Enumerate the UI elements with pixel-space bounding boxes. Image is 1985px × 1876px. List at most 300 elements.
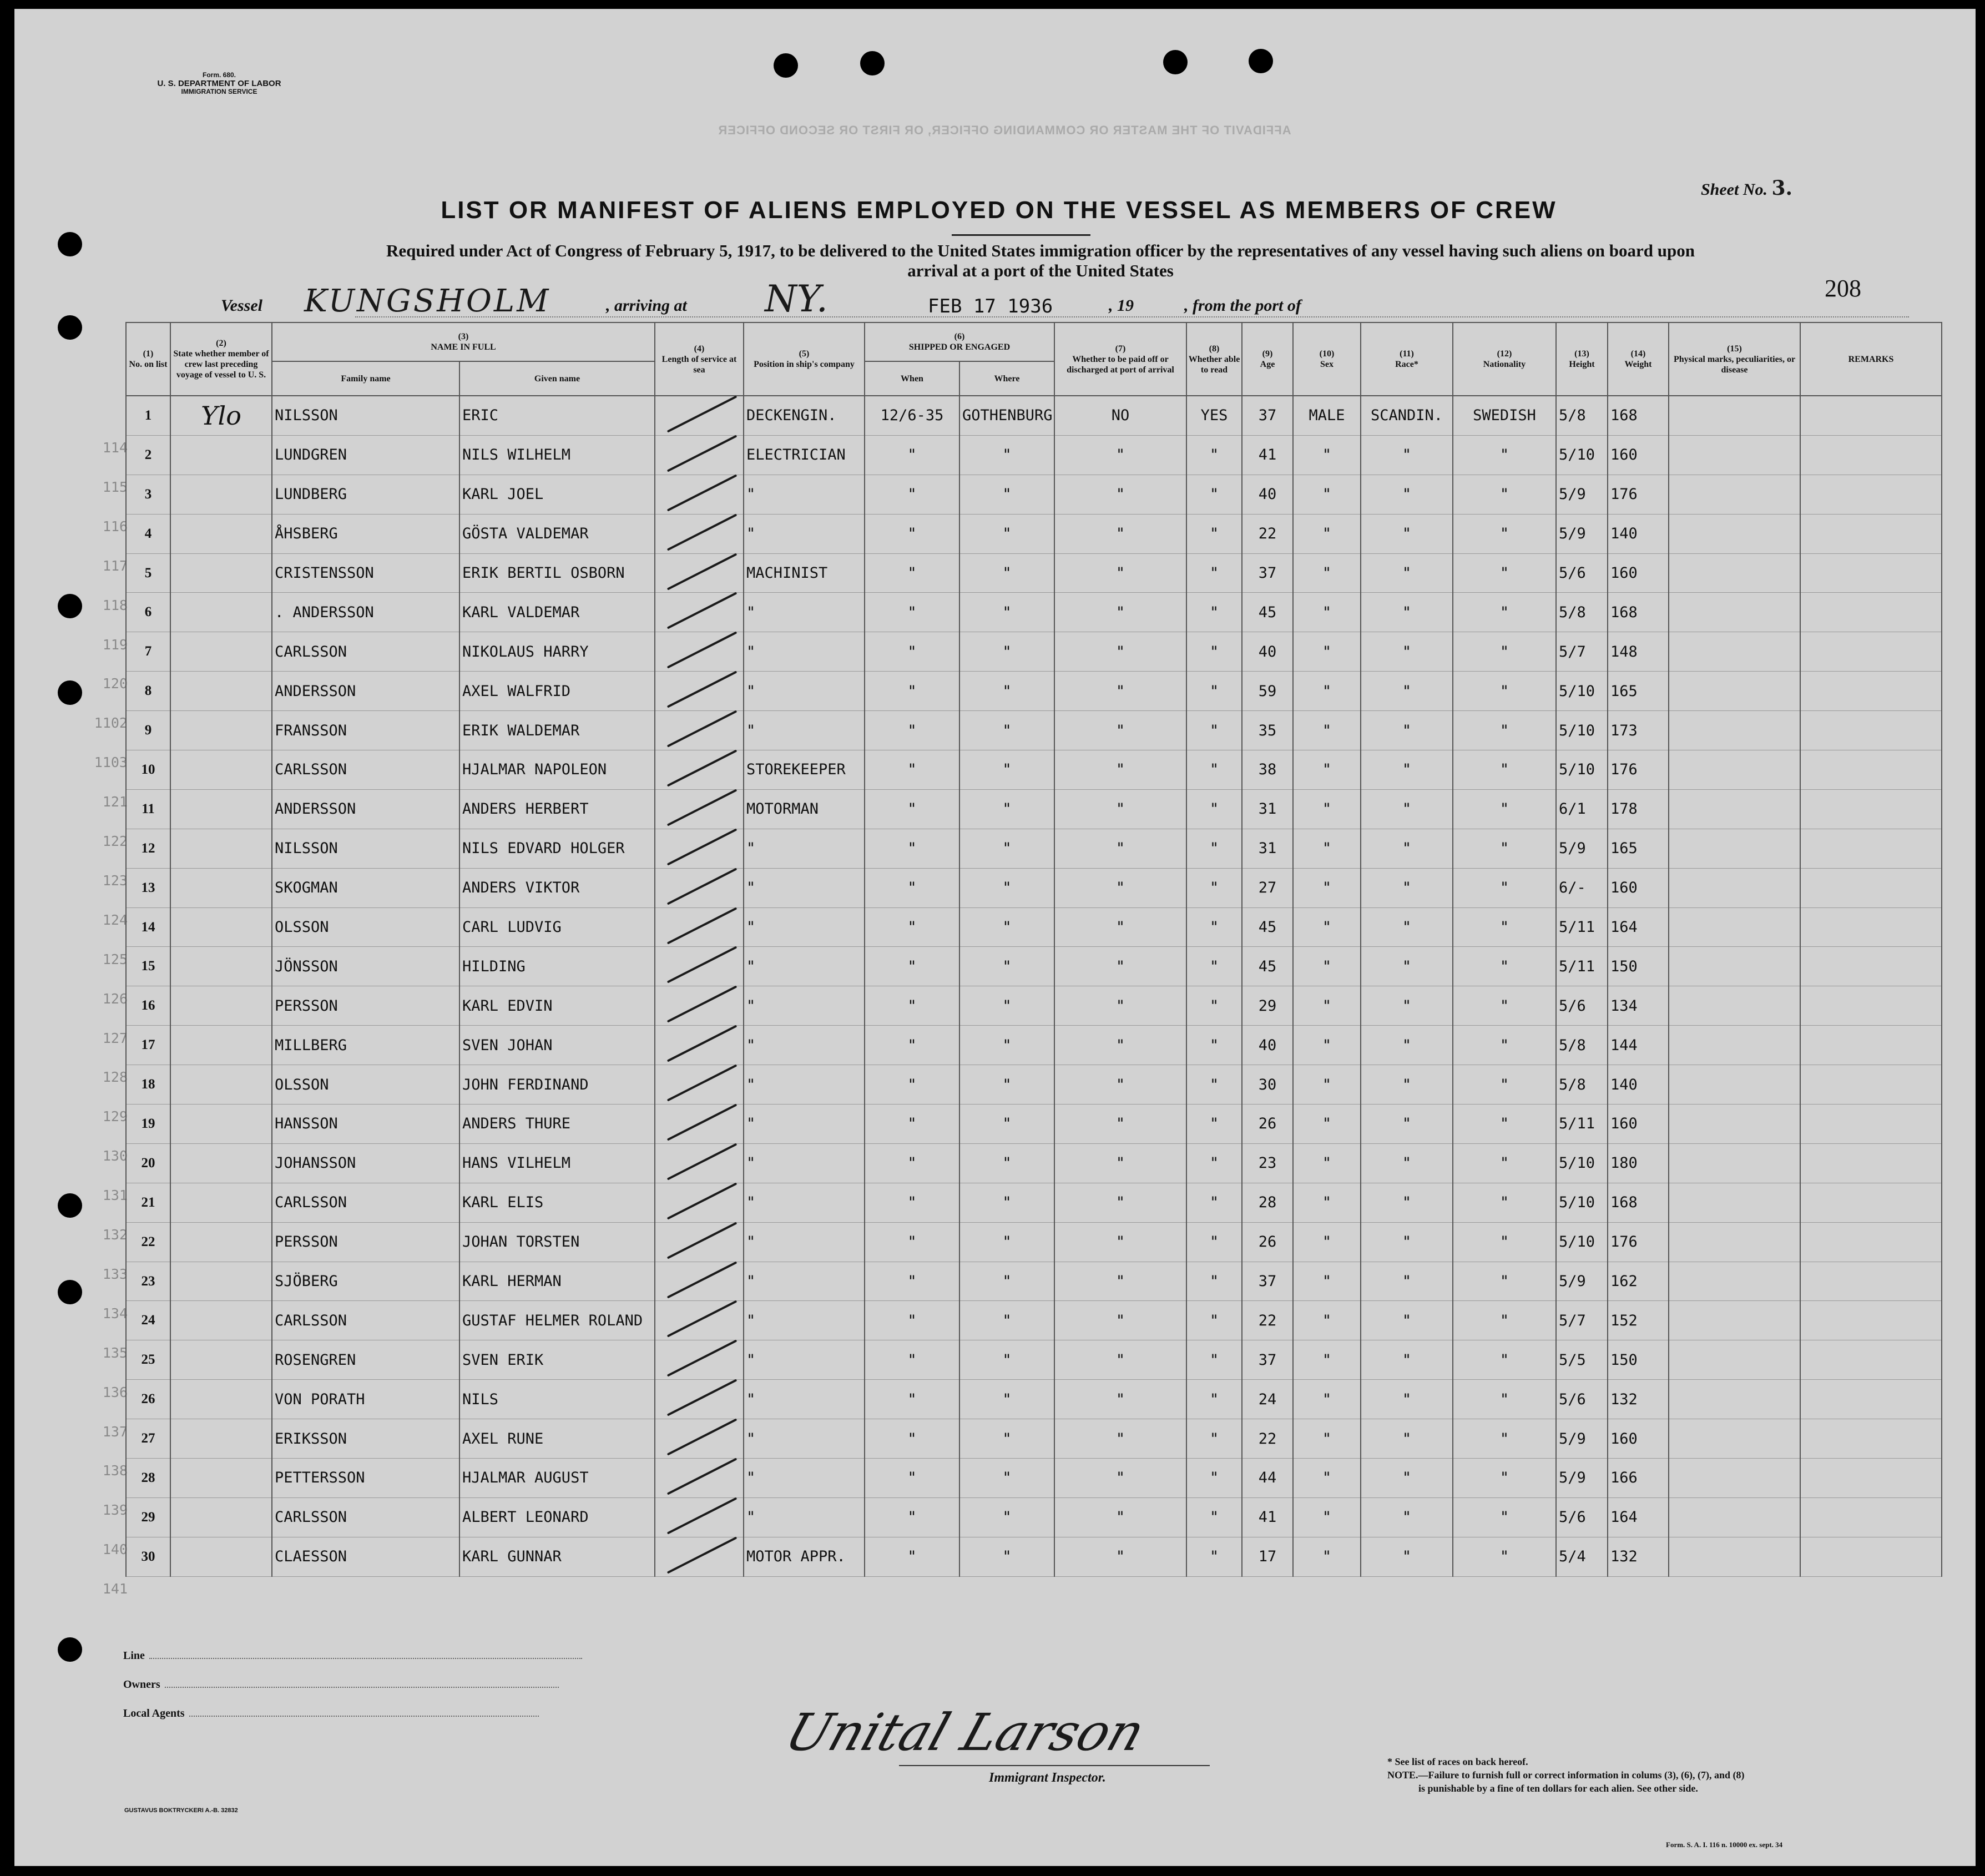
subtitle [166,241,1915,281]
race-cell: " [1361,632,1453,672]
position-cell: " [744,1143,865,1183]
physical-marks-cell [1669,1419,1800,1459]
position-cell: " [744,632,865,672]
shipped-where-cell: " [959,750,1054,790]
family-name-cell: JÖNSSON [272,947,459,986]
physical-marks-cell [1669,632,1800,672]
height-cell: 5/6 [1556,986,1608,1026]
given-name-cell: KARL JOEL [459,475,655,514]
nationality-cell: " [1453,986,1556,1026]
remarks-cell [1800,1026,1942,1065]
show-through-text: AFFIDAVIT OF THE MASTER OR COMMANDING OFFICER, OR FIRST OR SECOND OFFICER [718,123,1291,137]
sequence-number: 139 [102,1502,128,1519]
printer-mark: GUSTAVUS BOKTRYCKERI A.-B. 32832 [124,1807,238,1814]
race-cell: " [1361,1419,1453,1459]
from-port-label: , from the port of [1184,296,1301,315]
position-cell: " [744,829,865,868]
row-number-cell: 3 [126,475,170,514]
given-name-cell: HJALMAR NAPOLEON [459,750,655,790]
remarks-cell [1800,632,1942,672]
service-length-cell [655,1105,744,1144]
punch-hole [860,51,885,75]
paid-off-cell: " [1054,947,1186,986]
weight-cell: 134 [1608,986,1669,1026]
shipped-where-cell: " [959,1537,1054,1576]
shipped-when-cell: " [865,475,959,514]
family-name-cell: CARLSSON [272,1497,459,1537]
paid-off-cell: " [1054,1105,1186,1144]
shipped-where-cell: " [959,1222,1054,1262]
shipped-where-cell: GOTHENBURG [959,396,1054,435]
able-to-read-cell: " [1186,750,1242,790]
given-name-cell: KARL EDVIN [459,986,655,1026]
weight-cell: 132 [1608,1537,1669,1576]
shipped-when-cell: " [865,553,959,593]
table-row [126,1105,1942,1144]
sequence-number: 117 [102,557,128,574]
service-length-cell [655,1419,744,1459]
nationality-cell: " [1453,868,1556,907]
height-cell: 5/10 [1556,711,1608,750]
family-name-cell: CARLSSON [272,632,459,672]
shipped-where-cell: " [959,1301,1054,1340]
shipped-when-cell: " [865,1380,959,1419]
family-name-cell: OLSSON [272,907,459,947]
paid-off-cell: " [1054,1537,1186,1576]
sequence-number: 1102 [94,715,128,732]
remarks-cell [1800,1262,1942,1301]
remarks-cell [1800,1183,1942,1222]
paid-off-cell: " [1054,1380,1186,1419]
shipped-where-cell: " [959,1026,1054,1065]
height-cell: 5/10 [1556,1183,1608,1222]
sex-cell: " [1293,947,1361,986]
family-name-cell: VON PORATH [272,1380,459,1419]
nationality-cell: SWEDISH [1453,396,1556,435]
position-cell: " [744,1065,865,1105]
table-row [126,1026,1942,1065]
physical-marks-cell [1669,711,1800,750]
position-cell: MACHINIST [744,553,865,593]
row-number-cell: 12 [126,829,170,868]
race-cell: " [1361,1497,1453,1537]
local-agents-label: Local Agents [123,1707,185,1719]
service-length-cell [655,986,744,1026]
owners-field [123,1678,559,1691]
sex-cell: " [1293,553,1361,593]
sequence-number: 126 [102,990,128,1007]
remarks-cell [1800,1497,1942,1537]
race-cell: " [1361,1222,1453,1262]
height-cell: 5/8 [1556,1026,1608,1065]
sequence-number: 1103 [94,754,128,771]
shipped-when-cell: " [865,829,959,868]
service-length-cell [655,789,744,829]
able-to-read-cell: " [1186,1380,1242,1419]
position-cell: " [744,593,865,632]
row-number-cell: 15 [126,947,170,986]
family-name-cell: ÅHSBERG [272,514,459,553]
sheet-value: 3. [1771,176,1793,200]
paid-off-cell: " [1054,868,1186,907]
height-cell: 5/9 [1556,475,1608,514]
given-name-cell: ERIC [459,396,655,435]
col-7-header: (7) Whether to be paid off or discharged at port of arrival [1054,322,1186,396]
row-number-cell: 9 [126,711,170,750]
previous-voyage-cell [170,1497,272,1537]
nationality-cell: " [1453,947,1556,986]
shipped-when-cell: " [865,1537,959,1576]
sex-cell: " [1293,435,1361,475]
sequence-number: 123 [102,872,128,889]
family-name-header: Family name [272,361,459,396]
family-name-cell: JOHANSSON [272,1143,459,1183]
remarks-cell [1800,672,1942,711]
family-name-cell: PERSSON [272,986,459,1026]
row-number-cell: 14 [126,907,170,947]
physical-marks-cell [1669,672,1800,711]
vessel-name: KUNGSHOLM [304,283,551,319]
sequence-number: 130 [102,1148,128,1164]
position-cell: " [744,907,865,947]
paid-off-cell: " [1054,1459,1186,1498]
position-cell: " [744,711,865,750]
shipped-where-cell: " [959,947,1054,986]
race-cell: " [1361,1301,1453,1340]
paid-off-cell: " [1054,632,1186,672]
given-name-header: Given name [459,361,655,396]
race-cell: " [1361,1065,1453,1105]
sex-cell: " [1293,672,1361,711]
weight-cell: 168 [1608,396,1669,435]
position-cell: STOREKEEPER [744,750,865,790]
family-name-cell: NILSSON [272,829,459,868]
paid-off-cell: " [1054,750,1186,790]
weight-cell: 160 [1608,868,1669,907]
height-cell: 5/10 [1556,1143,1608,1183]
weight-cell: 160 [1608,1105,1669,1144]
paid-off-cell: " [1054,1419,1186,1459]
shipped-where-cell: " [959,907,1054,947]
family-name-cell: FRANSSON [272,711,459,750]
given-name-cell: NILS WILHELM [459,435,655,475]
height-cell: 5/6 [1556,1380,1608,1419]
able-to-read-cell: " [1186,1459,1242,1498]
shipped-when-cell: " [865,868,959,907]
sex-cell: " [1293,514,1361,553]
given-name-cell: HILDING [459,947,655,986]
row-number-cell: 30 [126,1537,170,1576]
subtitle-line-1: Required under Act of Congress of February 5, 1917, to be delivered to the United States immigration officer by the representatives of any vessel having such aliens on board upon [386,241,1695,260]
sex-cell: " [1293,907,1361,947]
given-name-cell: GUSTAF HELMER ROLAND [459,1301,655,1340]
able-to-read-cell: " [1186,829,1242,868]
sex-cell: " [1293,1105,1361,1144]
previous-voyage-cell [170,1262,272,1301]
nationality-cell: " [1453,1026,1556,1065]
table-row [126,986,1942,1026]
row-number-cell: 8 [126,672,170,711]
sex-cell: " [1293,632,1361,672]
shipped-where-cell: " [959,1459,1054,1498]
given-name-cell: HANS VILHELM [459,1143,655,1183]
able-to-read-cell: " [1186,593,1242,632]
shipped-where-cell: " [959,475,1054,514]
given-name-cell: JOHN FERDINAND [459,1065,655,1105]
remarks-cell [1800,907,1942,947]
table-row [126,1143,1942,1183]
position-cell: " [744,514,865,553]
able-to-read-cell: " [1186,514,1242,553]
col-2-header: (2) State whether member of crew last preceding voyage of vessel to U. S. [170,322,272,396]
given-name-cell: ANDERS THURE [459,1105,655,1144]
remarks-cell [1800,1340,1942,1380]
shipped-where-cell: " [959,553,1054,593]
previous-voyage-cell [170,1459,272,1498]
service-length-cell [655,1183,744,1222]
height-cell: 5/10 [1556,750,1608,790]
col-5-header: (5) Position in ship's company [744,322,865,396]
service-length-cell [655,435,744,475]
sequence-number: 121 [102,794,128,810]
punch-hole [58,315,82,340]
service-length-cell [655,632,744,672]
shipped-when-cell: " [865,1497,959,1537]
sex-cell: " [1293,1183,1361,1222]
age-cell: 40 [1242,632,1293,672]
col-13-header: (13) Height [1556,322,1608,396]
height-cell: 5/8 [1556,593,1608,632]
nationality-cell: " [1453,1065,1556,1105]
table-row [126,829,1942,868]
physical-marks-cell [1669,1105,1800,1144]
position-cell: " [744,1105,865,1144]
shipped-when-cell: " [865,1459,959,1498]
height-cell: 5/10 [1556,1222,1608,1262]
age-cell: 22 [1242,1301,1293,1340]
row-number-cell: 16 [126,986,170,1026]
given-name-cell: ERIK WALDEMAR [459,711,655,750]
family-name-cell: SKOGMAN [272,868,459,907]
position-cell: MOTORMAN [744,789,865,829]
row-number-cell: 22 [126,1222,170,1262]
race-cell: " [1361,1026,1453,1065]
previous-voyage-cell [170,829,272,868]
shipped-when-cell: " [865,1301,959,1340]
able-to-read-cell: " [1186,1183,1242,1222]
previous-voyage-cell [170,1340,272,1380]
punch-hole [58,232,82,256]
table-row [126,435,1942,475]
weight-cell: 176 [1608,475,1669,514]
remarks-cell [1800,829,1942,868]
age-cell: 22 [1242,514,1293,553]
paid-off-cell: " [1054,986,1186,1026]
punch-hole [58,1193,82,1218]
shipped-where-cell: " [959,1183,1054,1222]
row-number-cell: 7 [126,632,170,672]
line-field [123,1650,582,1662]
row-number-cell: 18 [126,1065,170,1105]
age-cell: 28 [1242,1183,1293,1222]
position-cell: " [744,1301,865,1340]
position-cell: " [744,1262,865,1301]
height-cell: 5/10 [1556,672,1608,711]
row-number-cell: 20 [126,1143,170,1183]
given-name-cell: KARL VALDEMAR [459,593,655,632]
physical-marks-cell [1669,986,1800,1026]
shipped-where-cell: " [959,711,1054,750]
shipped-when-cell: " [865,907,959,947]
physical-marks-cell [1669,396,1800,435]
table-row [126,1497,1942,1537]
able-to-read-cell: " [1186,1105,1242,1144]
table-row [126,868,1942,907]
remarks-cell [1800,1419,1942,1459]
sex-cell: " [1293,1419,1361,1459]
height-cell: 5/11 [1556,907,1608,947]
remarks-cell [1800,1065,1942,1105]
nationality-cell: " [1453,672,1556,711]
sex-cell: " [1293,986,1361,1026]
col-4-header: (4) Length of service at sea [655,322,744,396]
nationality-cell: " [1453,1105,1556,1144]
col-8-header: (8) Whether able to read [1186,322,1242,396]
given-name-cell: HJALMAR AUGUST [459,1459,655,1498]
previous-voyage-cell [170,1026,272,1065]
punch-hole [58,680,82,705]
sequence-number: 122 [102,833,128,849]
height-cell: 5/9 [1556,1262,1608,1301]
sequence-number: 134 [102,1305,128,1322]
remarks-cell [1800,396,1942,435]
date-stamp: FEB 17 1936 [928,295,1053,317]
family-name-cell: CARLSSON [272,1301,459,1340]
race-cell: " [1361,907,1453,947]
given-name-cell: NILS [459,1380,655,1419]
previous-voyage-cell [170,1222,272,1262]
service-length-cell [655,1262,744,1301]
nationality-cell: " [1453,789,1556,829]
previous-voyage-cell [170,789,272,829]
able-to-read-cell: " [1186,1301,1242,1340]
family-name-cell: ERIKSSON [272,1419,459,1459]
line-label: Line [123,1650,145,1662]
age-cell: 37 [1242,553,1293,593]
form-number: Form. 680. [202,71,236,79]
remarks-cell [1800,1301,1942,1340]
age-cell: 17 [1242,1537,1293,1576]
shipped-when-cell: " [865,632,959,672]
position-cell: " [744,947,865,986]
position-cell: " [744,1222,865,1262]
service-length-cell [655,1143,744,1183]
sequence-number: 125 [102,951,128,967]
weight-cell: 165 [1608,672,1669,711]
nationality-cell: " [1453,1340,1556,1380]
age-cell: 31 [1242,829,1293,868]
table-row [126,1222,1942,1262]
given-name-cell: SVEN JOHAN [459,1026,655,1065]
race-cell: " [1361,868,1453,907]
race-cell: " [1361,986,1453,1026]
able-to-read-cell: " [1186,1262,1242,1301]
able-to-read-cell: " [1186,947,1242,986]
service-length-cell [655,711,744,750]
age-cell: 31 [1242,789,1293,829]
paid-off-cell: " [1054,672,1186,711]
physical-marks-cell [1669,1026,1800,1065]
shipped-where-cell: " [959,1419,1054,1459]
where-header: Where [959,361,1054,396]
weight-cell: 140 [1608,514,1669,553]
able-to-read-cell: " [1186,632,1242,672]
shipped-when-cell: " [865,672,959,711]
nationality-cell: " [1453,1262,1556,1301]
race-cell: " [1361,1380,1453,1419]
punch-hole [774,53,798,78]
races-note: * See list of races on back hereof. [1387,1756,1528,1767]
physical-marks-cell [1669,829,1800,868]
weight-cell: 160 [1608,1419,1669,1459]
age-cell: 37 [1242,396,1293,435]
able-to-read-cell: " [1186,1222,1242,1262]
shipped-where-cell: " [959,435,1054,475]
weight-cell: 168 [1608,593,1669,632]
physical-marks-cell [1669,1262,1800,1301]
weight-cell: 173 [1608,711,1669,750]
paid-off-cell: " [1054,1340,1186,1380]
table-row [126,593,1942,632]
race-cell: " [1361,672,1453,711]
able-to-read-cell: " [1186,789,1242,829]
nationality-cell: " [1453,435,1556,475]
shipped-where-cell: " [959,1340,1054,1380]
height-cell: 5/9 [1556,1459,1608,1498]
shipped-when-cell: " [865,1262,959,1301]
age-cell: 40 [1242,475,1293,514]
service-length-cell [655,1459,744,1498]
remarks-cell [1800,1222,1942,1262]
able-to-read-cell: " [1186,868,1242,907]
service-length-cell [655,1380,744,1419]
inspector-label: Immigrant Inspector. [989,1771,1106,1785]
shipped-when-cell: 12/6-35 [865,396,959,435]
table-row [126,1459,1942,1498]
nationality-cell: " [1453,829,1556,868]
paid-off-cell: " [1054,711,1186,750]
position-cell: ELECTRICIAN [744,435,865,475]
remarks-cell [1800,789,1942,829]
height-cell: 5/9 [1556,829,1608,868]
given-name-cell: GÖSTA VALDEMAR [459,514,655,553]
remarks-cell [1800,593,1942,632]
sequence-number: 124 [102,911,128,928]
shipped-when-cell: " [865,514,959,553]
local-agents-field [123,1707,539,1720]
able-to-read-cell: " [1186,711,1242,750]
race-cell: " [1361,1340,1453,1380]
age-cell: 44 [1242,1459,1293,1498]
table-row [126,553,1942,593]
table-row [126,1380,1942,1419]
physical-marks-cell [1669,593,1800,632]
family-name-cell: ANDERSSON [272,672,459,711]
shipped-when-cell: " [865,1419,959,1459]
race-cell: " [1361,1262,1453,1301]
vessel-label: Vessel [221,296,262,315]
previous-voyage-cell [170,986,272,1026]
